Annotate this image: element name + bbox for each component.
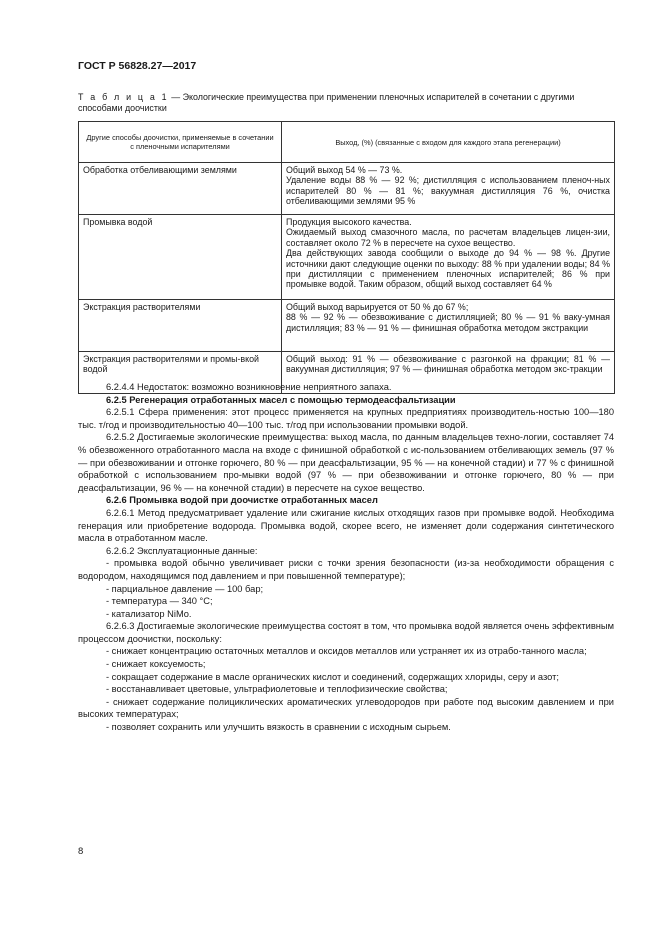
row-yield-line: Удаление воды 88 % — 92 %; дистилляция с использованием пленоч-ных испарителей 80 % — 81 %; вакуумная дистилляция 76 %, очистка отбеливающими землями 95 % <box>286 175 610 207</box>
paragraph: 6.2.5.1 Сфера применения: этот процесс применяется на крупных предприятиях производитель-ностью 100—180 тыс. т/год и производительностью 40—100 тыс. т/год при использовании промывки водой. <box>78 407 614 430</box>
row-method: Промывка водой <box>79 215 282 300</box>
row-yield-line: Общий выход варьируется от 50 % до 67 %; <box>286 302 469 312</box>
row-method: Обработка отбеливающими землями <box>79 163 282 215</box>
row-yield <box>282 215 615 300</box>
list-item: - катализатор NiMo. <box>106 608 192 619</box>
list-item: - сокращает содержание в масле органических кислот и соединений, содержащих хлориды, серу и азот; <box>106 671 559 682</box>
table-header-row <box>79 122 615 163</box>
list-item: - снижает коксуемость; <box>106 659 206 670</box>
list-item: - восстанавливает цветовые, ультрафиолетовые и теплофизические свойства; <box>106 684 448 695</box>
list-item: - температура — 340 °С; <box>106 596 213 607</box>
row-yield-line: Продукция высокого качества. <box>286 217 412 227</box>
column-header-yield: Выход, (%) (связанные с входом для каждого этапа регенерации) <box>282 122 615 163</box>
table-row <box>79 300 615 352</box>
paragraph: 6.2.6.2 Эксплуатационные данные: <box>106 545 258 556</box>
table-row <box>79 215 615 300</box>
table-caption-text: — Экологические преимущества при применении пленочных испарителей в сочетании с другими способами доочистки <box>78 92 575 113</box>
page-number: 8 <box>78 846 84 857</box>
paragraph: 6.2.5.2 Достигаемые экологические преимущества: выход масла, по данным владельцев техно-логии, составляет 74 % обезвоженного отработанного масла на входе с финишной обработкой с ис-пользованием отбеливающих земель (97 % — при обезвоживании и отгонке горючего, 80 % — при деасфальтизации, 95 % — на конечной стадии) и 77 % с финишной обработкой с использованием про-мывки водой (97 % — при обезвоживании и отгонке горючего, 80 % — при деасфальтизации, 96 % — на конечной стадии) в пересчете на сухое вещество. <box>78 432 614 493</box>
section-heading: 6.2.6 Промывка водой при доочистке отработанных масел <box>106 495 378 506</box>
row-yield-line: Общий выход: 91 % — обезвоживание с разгонкой на фракции; 81 % — вакуумная дистилляция; 97 % — финишная обработка методом экс-тракции <box>286 354 610 375</box>
list-item: - снижает концентрацию остаточных металлов и оксидов металлов или устраняет их из отрабо-танного масла; <box>106 646 587 657</box>
row-method: Экстракция растворителями и промы-вкой водой <box>79 352 282 394</box>
list-item: - промывка водой обычно увеличивает риски с точки зрения безопасности (из-за необходимости обращения с водородом, находящимся под давлением и при повышенной температуре); <box>78 558 614 581</box>
row-yield-line: 88 % — 92 % — обезвоживание с дистилляцией; 80 % — 91 % ваку-умная дистилляция; 83 % — 91 % — финишная обработка методом экстракции <box>286 312 610 333</box>
section-heading: 6.2.5 Регенерация отработанных масел с помощью термодеасфальтизации <box>106 394 456 405</box>
row-yield <box>282 300 615 352</box>
paragraph: 6.2.4.4 Недостаток: возможно возникновение неприятного запаха. <box>106 382 392 392</box>
row-yield-line: Общий выход 54 % — 73 %. <box>286 165 403 175</box>
list-item: - позволяет сохранить или улучшить вязкость в сравнении с исходным сырьем. <box>106 722 451 733</box>
paragraph: 6.2.6.3 Достигаемые экологические преимущества состоят в том, что промывка водой является очень эффективным процессом доочистки, поскольку: <box>78 621 614 644</box>
table-row <box>79 163 615 215</box>
row-yield <box>282 163 615 215</box>
row-yield-line: Два действующих завода сообщили о выходе до 94 % — 98 %. Другие источники дают следующие оценки по выходу: 88 % при удалении воды; 84 % при дистилляции с применением пленочных испарителей; 86 % при промывке водой. Таким образом, общий выход составляет 64 % <box>286 248 610 290</box>
list-item: - парциальное давление — 100 бар; <box>106 583 264 594</box>
body-text <box>78 381 614 734</box>
row-yield-line: Ожидаемый выход смазочного масла, по расчетам владельцев лицен-зии, составляет около 72 % в пересчете на сухое вещество. <box>286 227 610 248</box>
column-header-method: Другие способы доочистки, применяемые в сочетании с пленочными испарителями <box>79 122 282 163</box>
table-caption-label: Т а б л и ц а 1 <box>78 92 169 102</box>
paragraph: 6.2.6.1 Метод предусматривает удаление или сжигание кислых отходящих газов при промывке водой. Необходима генерация или приобретение водорода. Промывка водой, скорее всего, не изменяет доли содержания синтетического масла в отработанном масле. <box>78 507 614 544</box>
data-table <box>78 121 615 394</box>
list-item: - снижает содержание полициклических ароматических углеводородов при работе под высоким давлением и при высоких температурах; <box>78 696 614 720</box>
document-header: ГОСТ Р 56828.27—2017 <box>78 60 197 72</box>
row-method: Экстракция растворителями <box>79 300 282 352</box>
table-caption <box>78 92 614 114</box>
